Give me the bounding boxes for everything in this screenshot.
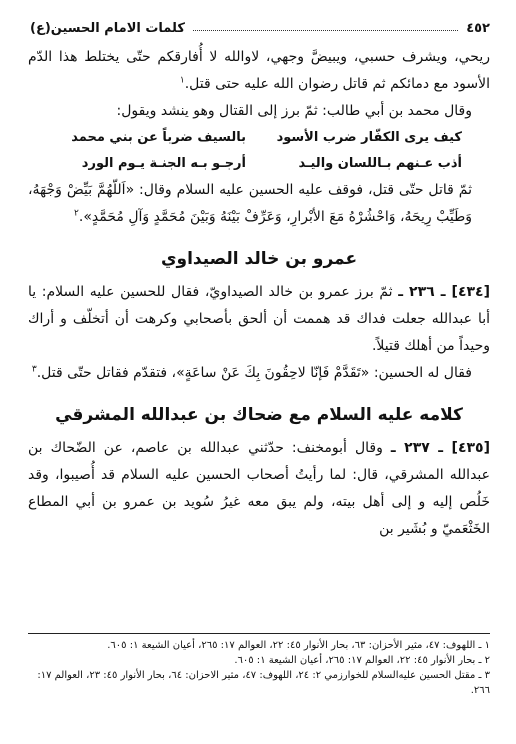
poem-hemistich: بالسيف ضرباً عن بني محمد: [71, 130, 246, 145]
page-number: ٤٥٢: [466, 21, 490, 36]
footnote-ref: ٢: [74, 208, 79, 219]
paragraph-text: ريحي، ويشرف حسبي، ويبيضَّ وجهي، لاوالله لا أُفارقكم حتّى يختلط هذا الدّم الأسود مع دمائكم ثم قاتل رضوان الله عليه حتى قتل.: [28, 49, 490, 92]
paragraph: وقال محمد بن أبي طالب: ثمّ برز إلى القتال وهو ينشد ويقول:: [116, 103, 472, 119]
poem-hemistich: كيف يرى الكفّار ضرب الأسود: [276, 130, 462, 145]
poem-hemistich: أذب عـنهم بـاللسان واليـد: [298, 156, 462, 171]
footnote-ref: ١: [179, 75, 185, 86]
paragraph-text: وقال أبومخنف: حدّثني عبدالله بن عاصم، عن الضّحاك بن عبدالله المشرقي، قال: لما رأيتُ أصحاب الحسين عليه السلام قد أُصيبوا، وقد خَلُص إليه و إلى أهل بيته، ولم يبق معه غيرُ سُويد بن عمرو بن أبي المطاع الخَثْعَميّ و بُشَير بن: [28, 440, 490, 537]
paragraph: [28, 279, 490, 360]
footnotes: [28, 633, 490, 698]
running-title: كلمات الامام الحسين(ع): [30, 21, 185, 36]
footnote: ٣ ـ مقتل الحسين عليه‌السلام للخوارزمي ٢: ٢٤، اللهوف: ٤٧، مثير الاحزان: ٦٤، بحار الأنوار ٤٥: ٢٣، العوالم ١٧: ٢٦٦.: [37, 670, 490, 696]
paragraph: [28, 177, 490, 231]
footnote: ٢ ـ بحار الأنوار ٤٥: ٢٢، العوالم ١٧: ٢٦٥، أعيان الشيعة ١: ٦٠٥.: [234, 655, 490, 666]
poem-hemistich: أرجـو بـه الجنـة يـوم الورد: [81, 156, 246, 171]
narration-number: [٤٣٥] ـ ٢٣٧ ـ: [390, 440, 490, 456]
header-dotted-leader: [193, 30, 458, 31]
paragraph-text: ثمّ قاتل حتّى قتل، فوقف عليه الحسين عليه السلام وقال: «اَللّهُمَّ بَيِّضْ وَجْهَهُ، وَطَيِّبْ رِيحَهُ، وَاحْشُرْهُ مَعَ الأبْرارِ، وَعَرِّفْ بَيْنَهُ وَبَيْنَ مُحَمَّدٍ وَآلِ مُحَمَّدٍ».: [28, 182, 472, 225]
paragraph-text: ثمّ برز عمرو بن خالد الصيداويّ، فقال للحسين عليه السلام: يا أبا عبدالله جعلت فداك قد هممت أن ألحق بأصحابي وكرهت أن أتخلّف و أراك وحيداً من أهلك قتيلاً.: [28, 284, 490, 354]
page-body: [28, 44, 490, 543]
paragraph-text: فقال له الحسين: «تَقَدَّمْ فَإنّا لاحِقُونَ بِكَ عَنْ ساعَةٍ»، فتقدّم فقاتل حتّى قتل.: [36, 365, 472, 381]
footnote-ref: ٣: [31, 364, 37, 375]
page-header: [30, 12, 490, 36]
narration-number: [٤٣٤] ـ ٢٣٦ ـ: [398, 284, 490, 300]
section-heading: كلامه عليه السلام مع ضحاك بن عبدالله المشرقي: [55, 405, 463, 425]
paragraph: [28, 435, 490, 543]
footnote: ١ ـ اللهوف: ٤٧، مثير الأحزان: ٦٣، بحار الأنوار ٤٥: ٢٢، العوالم ١٧: ٢٦٥، أعيان الشيعة ١: ٦٠٥.: [107, 640, 490, 651]
paragraph: [28, 44, 490, 98]
section-heading: عمرو بن خالد الصيداوي: [160, 249, 358, 269]
paragraph: [28, 360, 490, 387]
poem: [28, 125, 490, 177]
